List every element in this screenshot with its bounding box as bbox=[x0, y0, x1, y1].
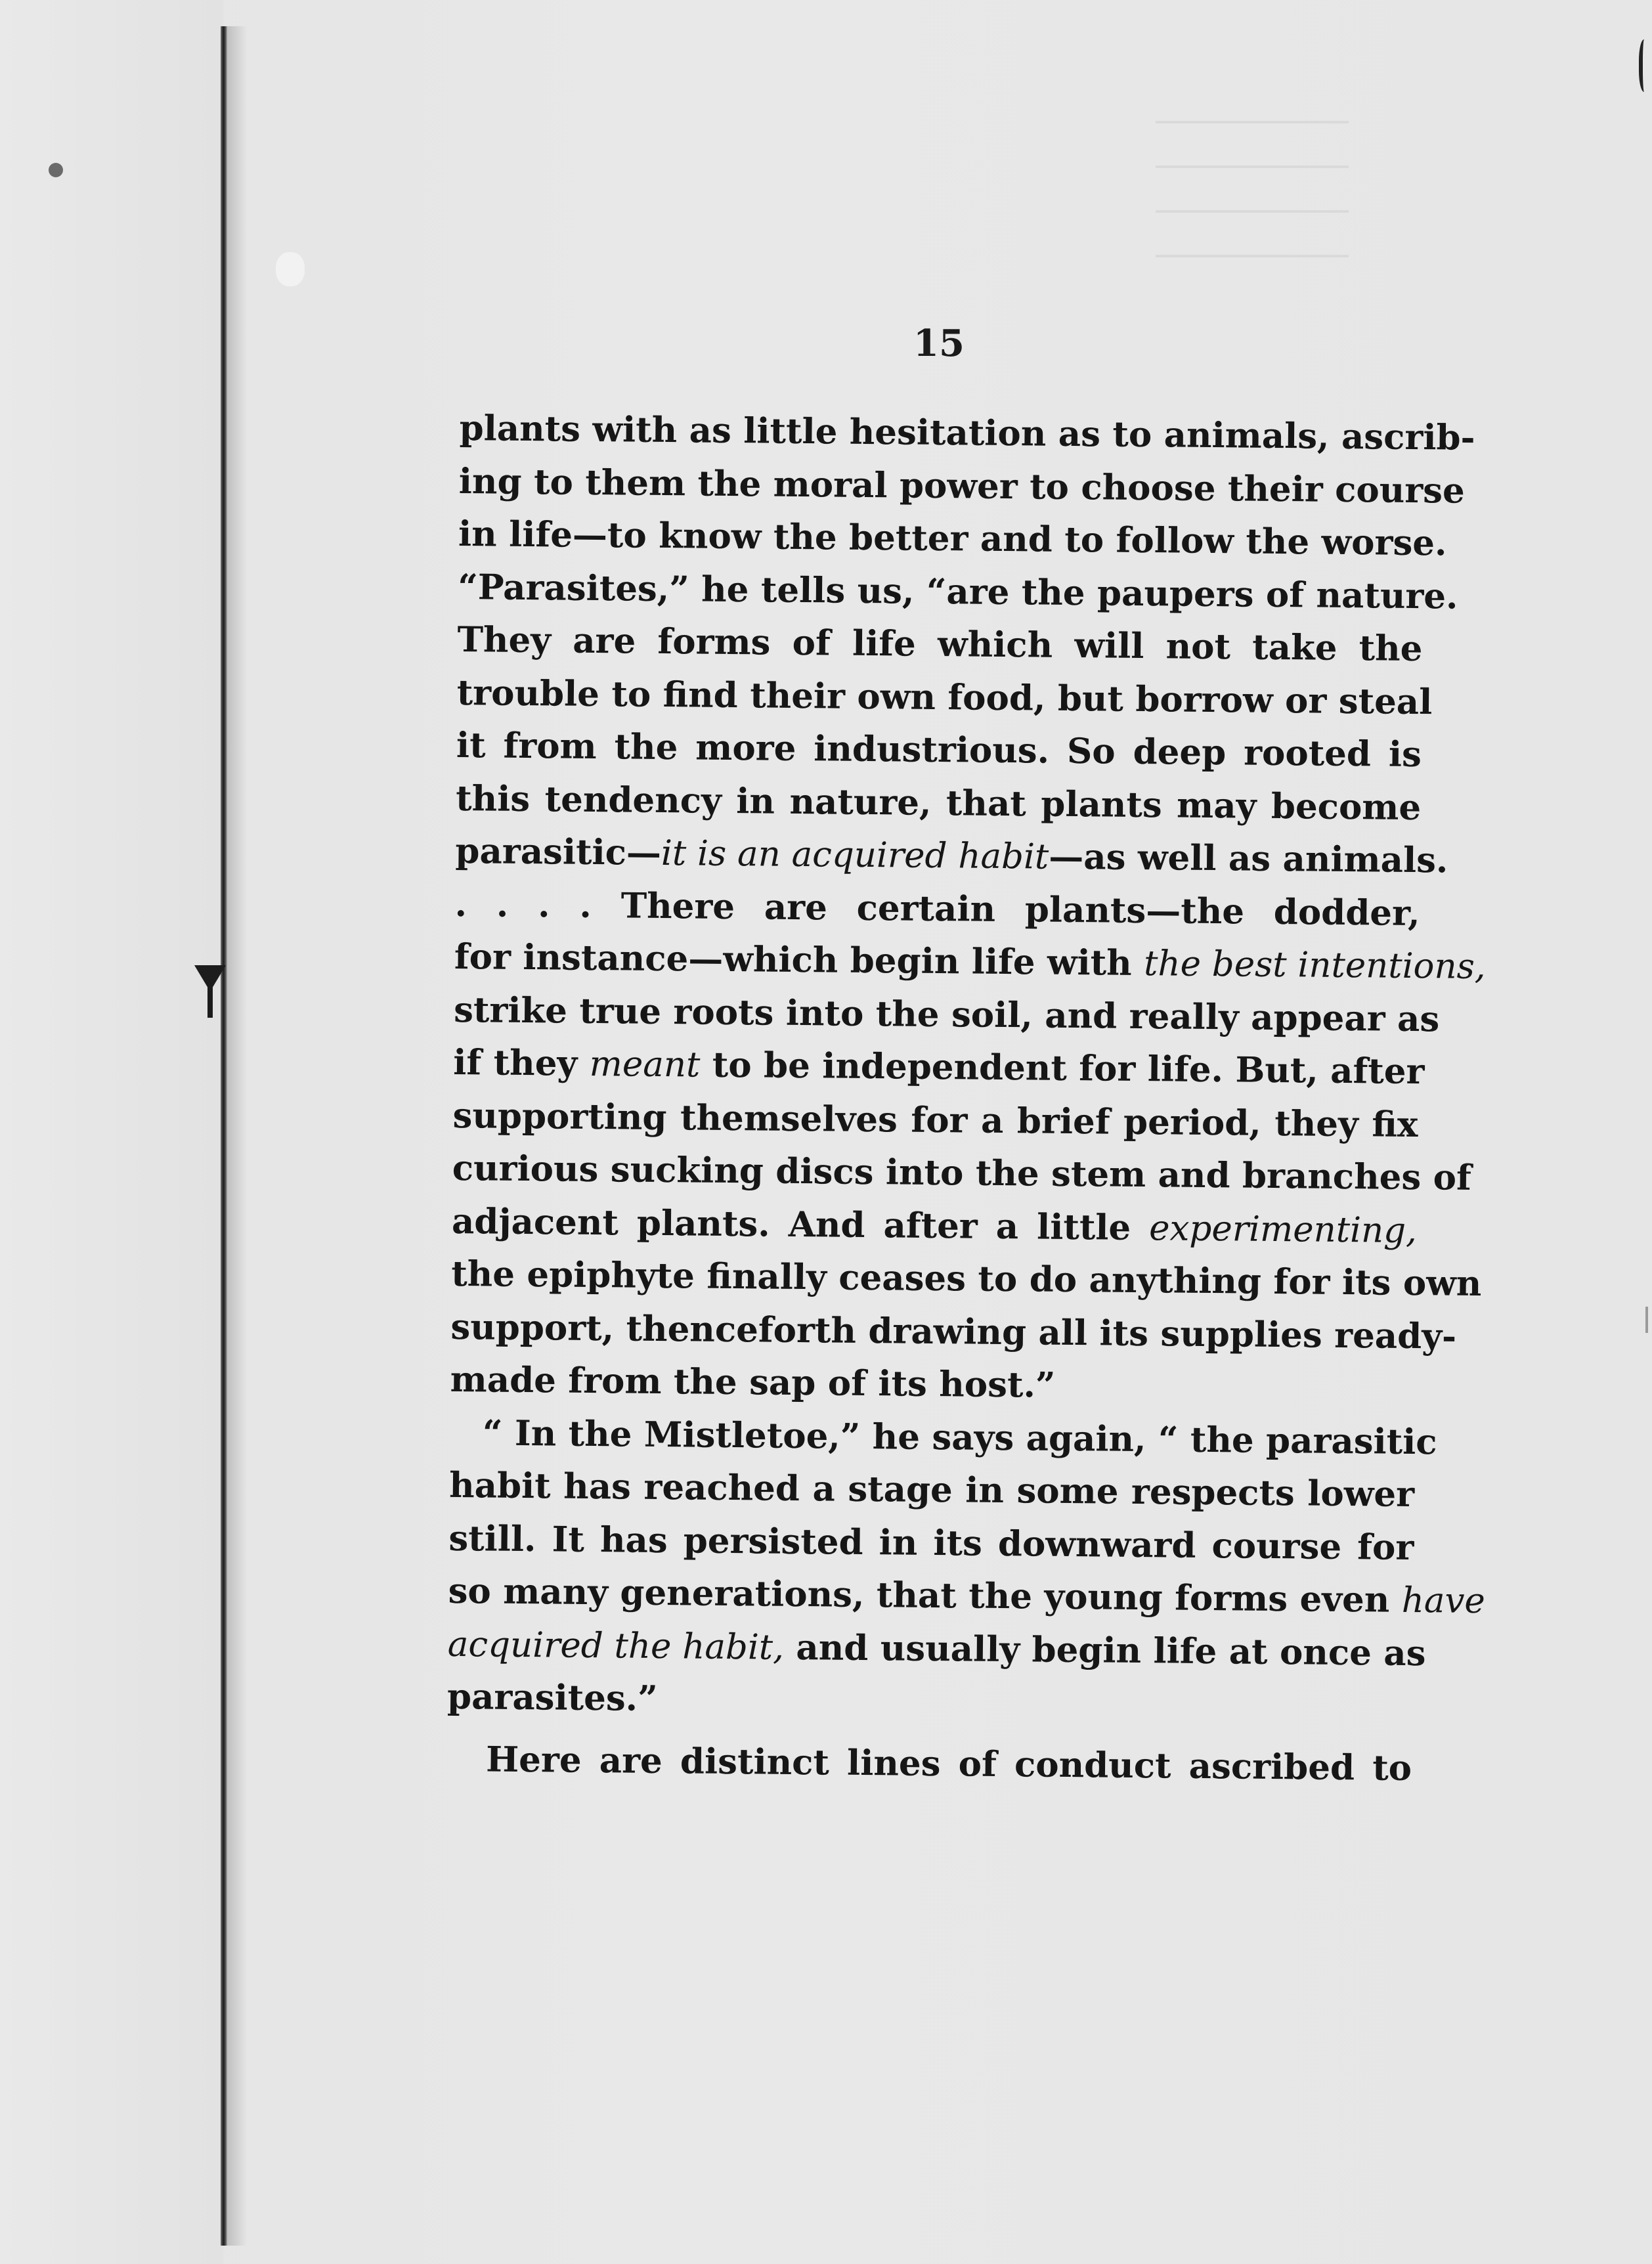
text-line bbox=[447, 1617, 1426, 1680]
text-run: in life—to know the better and to follow the worse. bbox=[458, 513, 1447, 564]
text-line bbox=[456, 666, 1433, 728]
text-line bbox=[454, 877, 1420, 940]
text-run: supporting themselves for a brief period, they fix bbox=[452, 1095, 1418, 1145]
text-run: —as well as animals. bbox=[1048, 836, 1448, 881]
text-run: so many generations, that the young forms even bbox=[448, 1570, 1402, 1621]
text-line bbox=[453, 983, 1440, 1045]
text-run: “ In the Mistletoe,” he says again, “ the parasitic bbox=[482, 1412, 1437, 1462]
text-line bbox=[450, 1406, 1437, 1468]
text-line bbox=[452, 1194, 1418, 1257]
text-line bbox=[449, 1459, 1415, 1521]
facing-page-edge bbox=[0, 0, 223, 2264]
text-run: parasites.” bbox=[446, 1676, 658, 1719]
text-line bbox=[456, 719, 1422, 781]
text-line bbox=[452, 1089, 1418, 1151]
italic-phrase: experimenting, bbox=[1148, 1208, 1418, 1251]
text-run: support, thenceforth drawing all its supplies ready- bbox=[450, 1306, 1457, 1357]
text-run: They are forms of life which will not take the bbox=[457, 619, 1423, 670]
book-gutter bbox=[221, 26, 227, 2246]
italic-phrase: the best intentions, bbox=[1143, 944, 1486, 988]
text-run: it from the more industrious. So deep rooted is bbox=[456, 724, 1422, 775]
text-run: plants with as little hesitation as to animals, ascrib- bbox=[459, 407, 1475, 458]
text-line bbox=[454, 930, 1486, 993]
show-through-bleed bbox=[1156, 85, 1431, 256]
text-line bbox=[458, 508, 1447, 570]
page-number: 15 bbox=[913, 322, 965, 365]
ink-speck bbox=[49, 163, 63, 177]
text-line bbox=[450, 1248, 1482, 1310]
text-run: this tendency in nature, that plants may become bbox=[455, 777, 1422, 828]
text-run: for instance—which begin life with bbox=[454, 936, 1144, 984]
text-line bbox=[447, 1670, 1413, 1733]
text-run: trouble to find their own food, but borrow or steal bbox=[456, 672, 1433, 722]
right-page-edge-mark bbox=[1639, 39, 1652, 92]
text-run: curious sucking discs into the stem and branches of bbox=[452, 1147, 1472, 1198]
italic-phrase: have bbox=[1401, 1580, 1486, 1622]
text-run: still. It has persisted in its downward course for bbox=[448, 1517, 1414, 1568]
text-run: Here are distinct lines of conduct ascribed to bbox=[485, 1738, 1412, 1789]
text-run: and usually begin life at once as bbox=[783, 1626, 1426, 1674]
text-run: if they bbox=[453, 1041, 590, 1084]
text-run: “Parasites,” he tells us, “are the paupers of nature. bbox=[458, 566, 1458, 617]
text-line bbox=[456, 772, 1422, 834]
text-line bbox=[458, 560, 1458, 622]
text-run: habit has reached a stage in some respects lower bbox=[448, 1464, 1415, 1515]
paper-blemish bbox=[276, 252, 305, 286]
right-edge-scratch bbox=[1645, 1307, 1648, 1333]
body-text bbox=[446, 402, 1486, 1795]
text-line bbox=[450, 1353, 1416, 1416]
text-line bbox=[453, 1036, 1425, 1099]
italic-phrase: meant bbox=[589, 1043, 701, 1085]
gutter-shadow bbox=[227, 26, 247, 2246]
text-run: ing to them the moral power to choose their course bbox=[458, 460, 1466, 512]
text-line bbox=[446, 1732, 1412, 1795]
text-line bbox=[455, 825, 1448, 887]
text-run: to be independent for life. But, after bbox=[700, 1044, 1425, 1093]
text-line bbox=[450, 1300, 1457, 1362]
text-line bbox=[448, 1512, 1414, 1574]
text-run: . . . . There are certain plants—the dodder, bbox=[454, 883, 1420, 934]
text-run: strike true roots into the soil, and really appear as bbox=[453, 989, 1440, 1039]
text-line bbox=[458, 454, 1466, 517]
text-line bbox=[448, 1565, 1486, 1627]
text-run: made from the sap of its host.” bbox=[450, 1359, 1056, 1406]
binding-notch-stem bbox=[207, 972, 213, 1018]
italic-phrase: it is an acquired habit bbox=[661, 833, 1049, 877]
text-line bbox=[452, 1142, 1472, 1204]
text-run: parasitic— bbox=[455, 830, 662, 873]
text-run: adjacent plants. And after a little bbox=[451, 1200, 1150, 1248]
text-run: the epiphyte finally ceases to do anything for its own bbox=[450, 1253, 1482, 1305]
italic-phrase: acquired the habit, bbox=[447, 1624, 785, 1668]
text-line bbox=[457, 613, 1423, 676]
text-line bbox=[459, 402, 1475, 464]
